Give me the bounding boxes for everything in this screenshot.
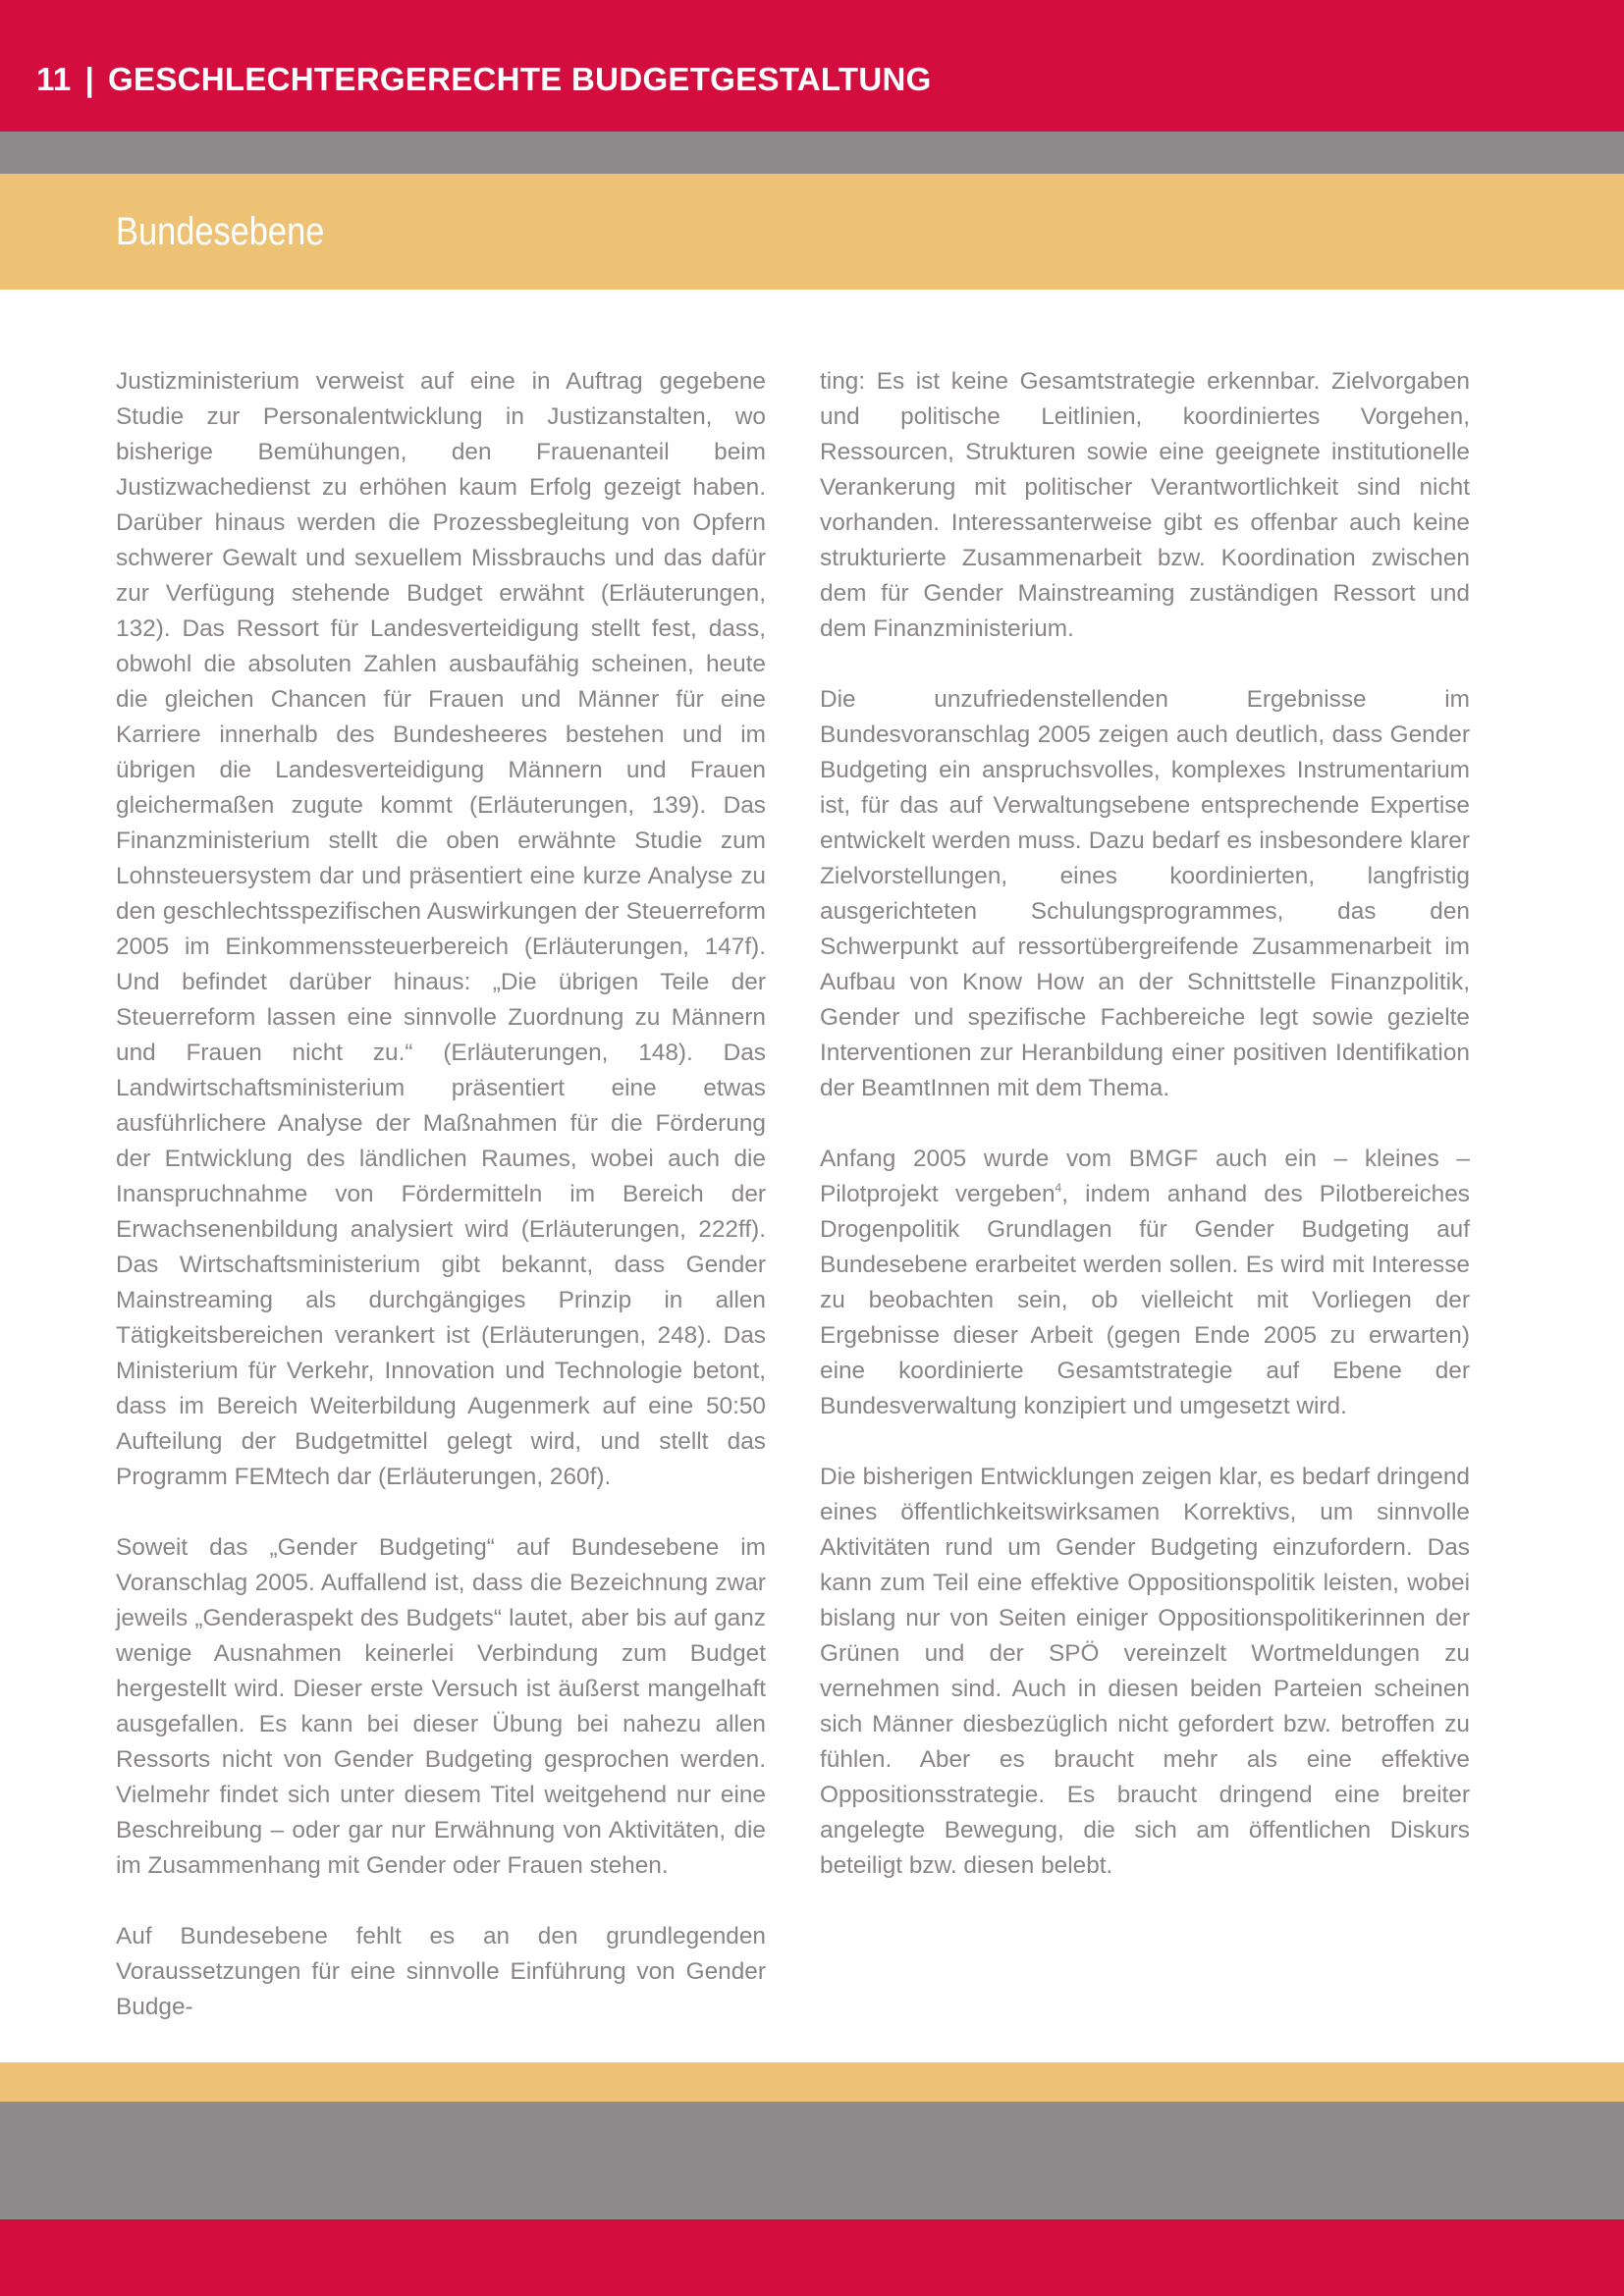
paragraph [820,1142,1470,1424]
header-gray-band [0,132,1624,174]
paragraph: Soweit das „Gender Budgeting“ auf Bundesebene im Voranschlag 2005. Auffallend ist, dass die Bezeichnung zwar jeweils „Genderaspekt des Budgets“ lautet, aber bis auf ganz wenige Ausnahmen keinerlei Verbindung zum Budget hergestellt wird. Dieser erste Versuch ist äußerst mangelhaft ausgefallen. Es kann bei dieser Übung bei nahezu allen Ressorts nicht von Gender Budgeting gesprochen werden. Vielmehr findet sich unter diesem Titel weitgehend nur eine Beschreibung – oder gar nur Erwähnung von Aktivitäten, die im Zusammenhang mit Gender oder Frauen stehen. [116,1534,766,1879]
document-title: GESCHLECHTERGERECHTE BUDGETGESTALTUNG [108,61,932,97]
page-number: 11 [36,61,72,97]
left-column [116,364,766,2025]
paragraph: ting: Es ist keine Gesamtstrategie erkennbar. Zielvorgaben und politische Leitlinien, koordiniertes Vorgehen, Ressourcen, Strukturen sowie eine geeignete institutionelle Verankerung mit politischer Verantwortlichkeit sind nicht vorhanden. Interessanterweise gibt es offenbar auch keine strukturierte Zusammenarbeit bzw. Koordination zwischen dem für Gender Mainstreaming zuständigen Ressort und dem Finanzministerium. [820,368,1470,642]
footer-red-band [0,2219,1624,2296]
running-head [36,63,932,95]
section-title: Bundesebene [116,210,325,253]
footnote-reference[interactable]: 4 [1055,1181,1062,1195]
paragraph-text: Anfang 2005 wurde vom BMGF auch ein – kleines – Pilotprojekt vergeben [820,1146,1470,1207]
paragraph-text: , indem anhand des Pilotbereiches Drogenpolitik Grundlagen für Gender Budgeting auf Bundesebene erarbeitet werden sollen. Es wird mit Interesse zu beobachten sein, ob vielleicht mit Vorliegen der Ergebnisse dieser Arbeit (gegen Ende 2005 zu erwarten) eine koordinierte Gesamtstrategie auf Ebene der Bundesverwaltung konzipiert und umgesetzt wird. [820,1181,1471,1419]
right-column [820,364,1470,1884]
paragraph: Justizministerium verweist auf eine in Auftrag gegebene Studie zur Personalentwicklung in Justizanstalten, wo bisherige Bemühungen, den Frauenanteil beim Justizwachedienst zu erhöhen kaum Erfolg gezeigt haben. Darüber hinaus werden die Prozessbegleitung von Opfern schwerer Gewalt und sexuellem Missbrauchs und das dafür zur Verfügung stehende Budget erwähnt (Erläuterungen, 132). Das Ressort für Landesverteidigung stellt fest, dass, obwohl die absoluten Zahlen ausbaufähig scheinen, heute die gleichen Chancen für Frauen und Männer für eine Karriere innerhalb des Bundesheeres bestehen und im übrigen die Landesverteidigung Männern und Frauen gleichermaßen zugute kommt (Erläuterungen, 139). Das Finanzministerium stellt die oben erwähnte Studie zum Lohnsteuersystem dar und präsentiert eine kurze Analyse zu den geschlechtsspezifischen Auswirkungen der Steuerreform 2005 im Einkommenssteuerbereich (Erläuterungen, 147f). Und befindet darüber hinaus: „Die übrigen Teile der Steuerreform lassen eine sinnvolle Zuordnung zu Männern und Frauen nicht zu.“ (Erläuterungen, 148). Das Landwirtschaftsministerium präsentiert eine etwas ausführlichere Analyse der Maßnahmen für die Förderung der Entwicklung des ländlichen Raumes, wobei auch die Inanspruchnahme von Fördermitteln im Bereich der Erwachsenenbildung analysiert wird (Erläuterungen, 222ff). Das Wirtschaftsministerium gibt bekannt, dass Gender Mainstreaming als durchgängiges Prinzip in allen Tätigkeitsbereichen verankert ist (Erläuterungen, 248). Das Ministerium für Verkehr, Innovation und Technologie betont, dass im Bereich Weiterbildung Augenmerk auf eine 50:50 Aufteilung der Budgetmittel gelegt wird, und stellt das Programm FEMtech dar (Erläuterungen, 260f). [116,368,766,1490]
paragraph: Die bisherigen Entwicklungen zeigen klar, es bedarf dringend eines öffentlichkeitswirksamen Korrektivs, um sinnvolle Aktivitäten rund um Gender Budgeting einzufordern. Das kann zum Teil eine effektive Oppositionspolitik leisten, wobei bislang nur von Seiten einiger Oppositionspolitikerinnen der Grünen und der SPÖ vereinzelt Wortmeldungen zu vernehmen sind. Auch in diesen beiden Parteien scheinen sich Männer diesbezüglich nicht gefordert bzw. betroffen zu fühlen. Aber es braucht mehr als eine effektive Oppositionsstrategie. Es braucht dringend eine breiter angelegte Bewegung, die sich am öffentlichen Diskurs beteiligt bzw. diesen belebt. [820,1464,1470,1879]
footer-yellow-band [0,2062,1624,2102]
paragraph: Auf Bundesebene fehlt es an den grundlegenden Voraussetzungen für eine sinnvolle Einführung von Gender Budge- [116,1923,766,2020]
header-separator: | [84,61,95,97]
footer-gray-band [0,2102,1624,2219]
paragraph: Die unzufriedenstellenden Ergebnisse im Bundesvoranschlag 2005 zeigen auch deutlich, dass Gender Budgeting ein anspruchsvolles, komplexes Instrumentarium ist, für das auf Verwaltungsebene entsprechende Expertise entwickelt werden muss. Dazu bedarf es insbesondere klarer Zielvorstellungen, eines koordinierten, langfristig ausgerichteten Schulungsprogrammes, das den Schwerpunkt auf ressortübergreifende Zusammenarbeit im Aufbau von Know How an der Schnittstelle Finanzpolitik, Gender und spezifische Fachbereiche legt sowie gezielte Interventionen zur Heranbildung einer positiven Identifikation der BeamtInnen mit dem Thema. [820,686,1470,1101]
